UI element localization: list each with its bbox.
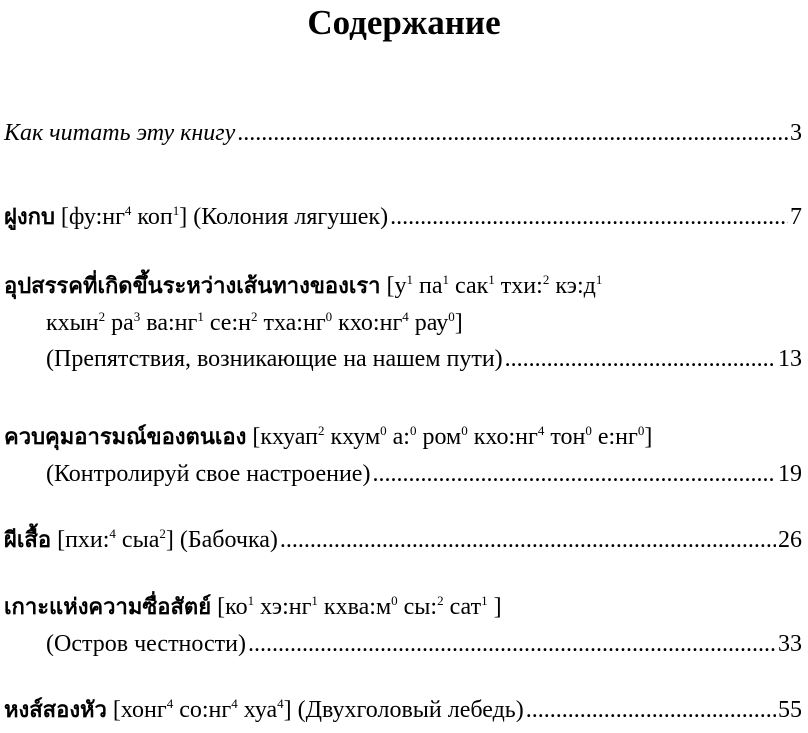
tone-number: 1 bbox=[488, 272, 495, 287]
tone-number: 2 bbox=[98, 309, 106, 324]
transliteration: [$фу:нг^4$ коп$^1$] bbox=[60, 203, 188, 230]
thai-title: อุปสรรคที่เกิดขึ้นระหว่างเส้นทางของเรา bbox=[4, 274, 381, 299]
tone-number: 0 bbox=[461, 423, 468, 438]
dot-leader bbox=[526, 692, 776, 728]
tone-number: 4 bbox=[109, 526, 116, 541]
tone-number: 1 bbox=[197, 309, 204, 324]
toc-entry bbox=[4, 692, 802, 729]
thai-title: เกาะแห่งความซื่อสัตย์ bbox=[4, 595, 212, 620]
entry-title: Как читать эту книгу bbox=[4, 120, 236, 146]
translation: (Контролируй свое настроение) bbox=[46, 461, 371, 487]
tone-number: 1 bbox=[442, 272, 450, 287]
translation: (Двухголовый лебедь) bbox=[297, 697, 524, 723]
page-title: Содержание bbox=[307, 3, 501, 42]
thai-title: ผีเสื้อ bbox=[4, 528, 52, 553]
dot-leader bbox=[372, 456, 776, 492]
tone-number: 2 bbox=[250, 309, 258, 324]
tone-number: 0 bbox=[380, 423, 387, 438]
page-number: 26 bbox=[778, 527, 802, 553]
translation: (Колония лягушек) bbox=[193, 204, 389, 230]
tone-number: 1 bbox=[172, 203, 180, 218]
tone-number: 4 bbox=[231, 696, 238, 711]
thai-title: ฝูงกบ bbox=[4, 205, 55, 230]
tone-number: 1 bbox=[595, 272, 603, 287]
page-number: 7 bbox=[790, 204, 802, 230]
toc-entry bbox=[4, 522, 802, 559]
tone-number: 0 bbox=[325, 309, 333, 324]
transliteration: [$ко^1$ $хэ:нг^1$ $кхва:м^0$ сы:$^2$ сат$^1$ ] bbox=[217, 593, 502, 620]
transliteration: [пхи:$^4$ сыа$^2$] bbox=[57, 526, 174, 553]
tone-number: 1 bbox=[247, 593, 255, 608]
toc-entry bbox=[4, 268, 802, 377]
tone-number: 1 bbox=[311, 593, 318, 608]
translation: (Бабочка) bbox=[179, 527, 278, 553]
transliteration: кхын$^2$ $ра^3$ $ва:нг^1$ $се:н^2$ $тха:нг^0$ $кхо:нг^4$ рау$^0$] bbox=[46, 309, 463, 336]
tone-number: 4 bbox=[124, 203, 132, 218]
tone-number: 0 bbox=[409, 423, 417, 438]
page-number: 19 bbox=[778, 461, 802, 487]
dot-leader bbox=[505, 341, 776, 377]
page-number: 13 bbox=[778, 346, 802, 372]
translation: (Препятствия, возникающие на нашем пути) bbox=[46, 346, 503, 372]
toc-entry bbox=[4, 199, 802, 236]
tone-number: 0 bbox=[391, 593, 398, 608]
dot-leader bbox=[237, 115, 788, 151]
tone-number: 4 bbox=[277, 696, 284, 711]
thai-title: หงส์สองหัว bbox=[4, 698, 107, 723]
dot-leader bbox=[248, 626, 776, 662]
tone-number: 4 bbox=[537, 423, 545, 438]
thai-title: ควบคุมอารมณ์ของตนเอง bbox=[4, 425, 247, 450]
tone-number: 1 bbox=[481, 593, 488, 608]
transliteration: [кхуап$^2$ кхум$^0$ а:$^0$ ром$^0$ $кхо:нг^4$ тон$^0$ $е:нг^0$] bbox=[252, 423, 653, 450]
tone-number: 2 bbox=[317, 423, 325, 438]
tone-number: 2 bbox=[437, 593, 444, 608]
page-number: 33 bbox=[778, 631, 802, 657]
tone-number: 2 bbox=[542, 272, 550, 287]
dot-leader bbox=[390, 199, 788, 235]
tone-number: 3 bbox=[133, 309, 141, 324]
tone-number: 4 bbox=[402, 309, 409, 324]
toc-entry bbox=[4, 589, 802, 662]
tone-number: 0 bbox=[637, 423, 645, 438]
tone-number: 4 bbox=[166, 696, 174, 711]
tone-number: 0 bbox=[585, 423, 592, 438]
dot-leader bbox=[280, 522, 776, 558]
translation: (Остров честности) bbox=[46, 631, 246, 657]
transliteration: [$у^1$ $па^1$ сак$^1$ тхи:$^2$ $кэ:д^1$ bbox=[386, 272, 603, 299]
page-number: 3 bbox=[790, 120, 802, 146]
page-number: 55 bbox=[778, 697, 802, 723]
tone-number: 2 bbox=[159, 526, 166, 541]
toc-entry bbox=[4, 419, 802, 492]
tone-number: 1 bbox=[406, 272, 414, 287]
toc-entry bbox=[4, 115, 802, 151]
tone-number: 0 bbox=[448, 309, 455, 324]
transliteration: [хонг$^4$ $со:нг^4$ хуа$^4$] bbox=[112, 696, 292, 723]
